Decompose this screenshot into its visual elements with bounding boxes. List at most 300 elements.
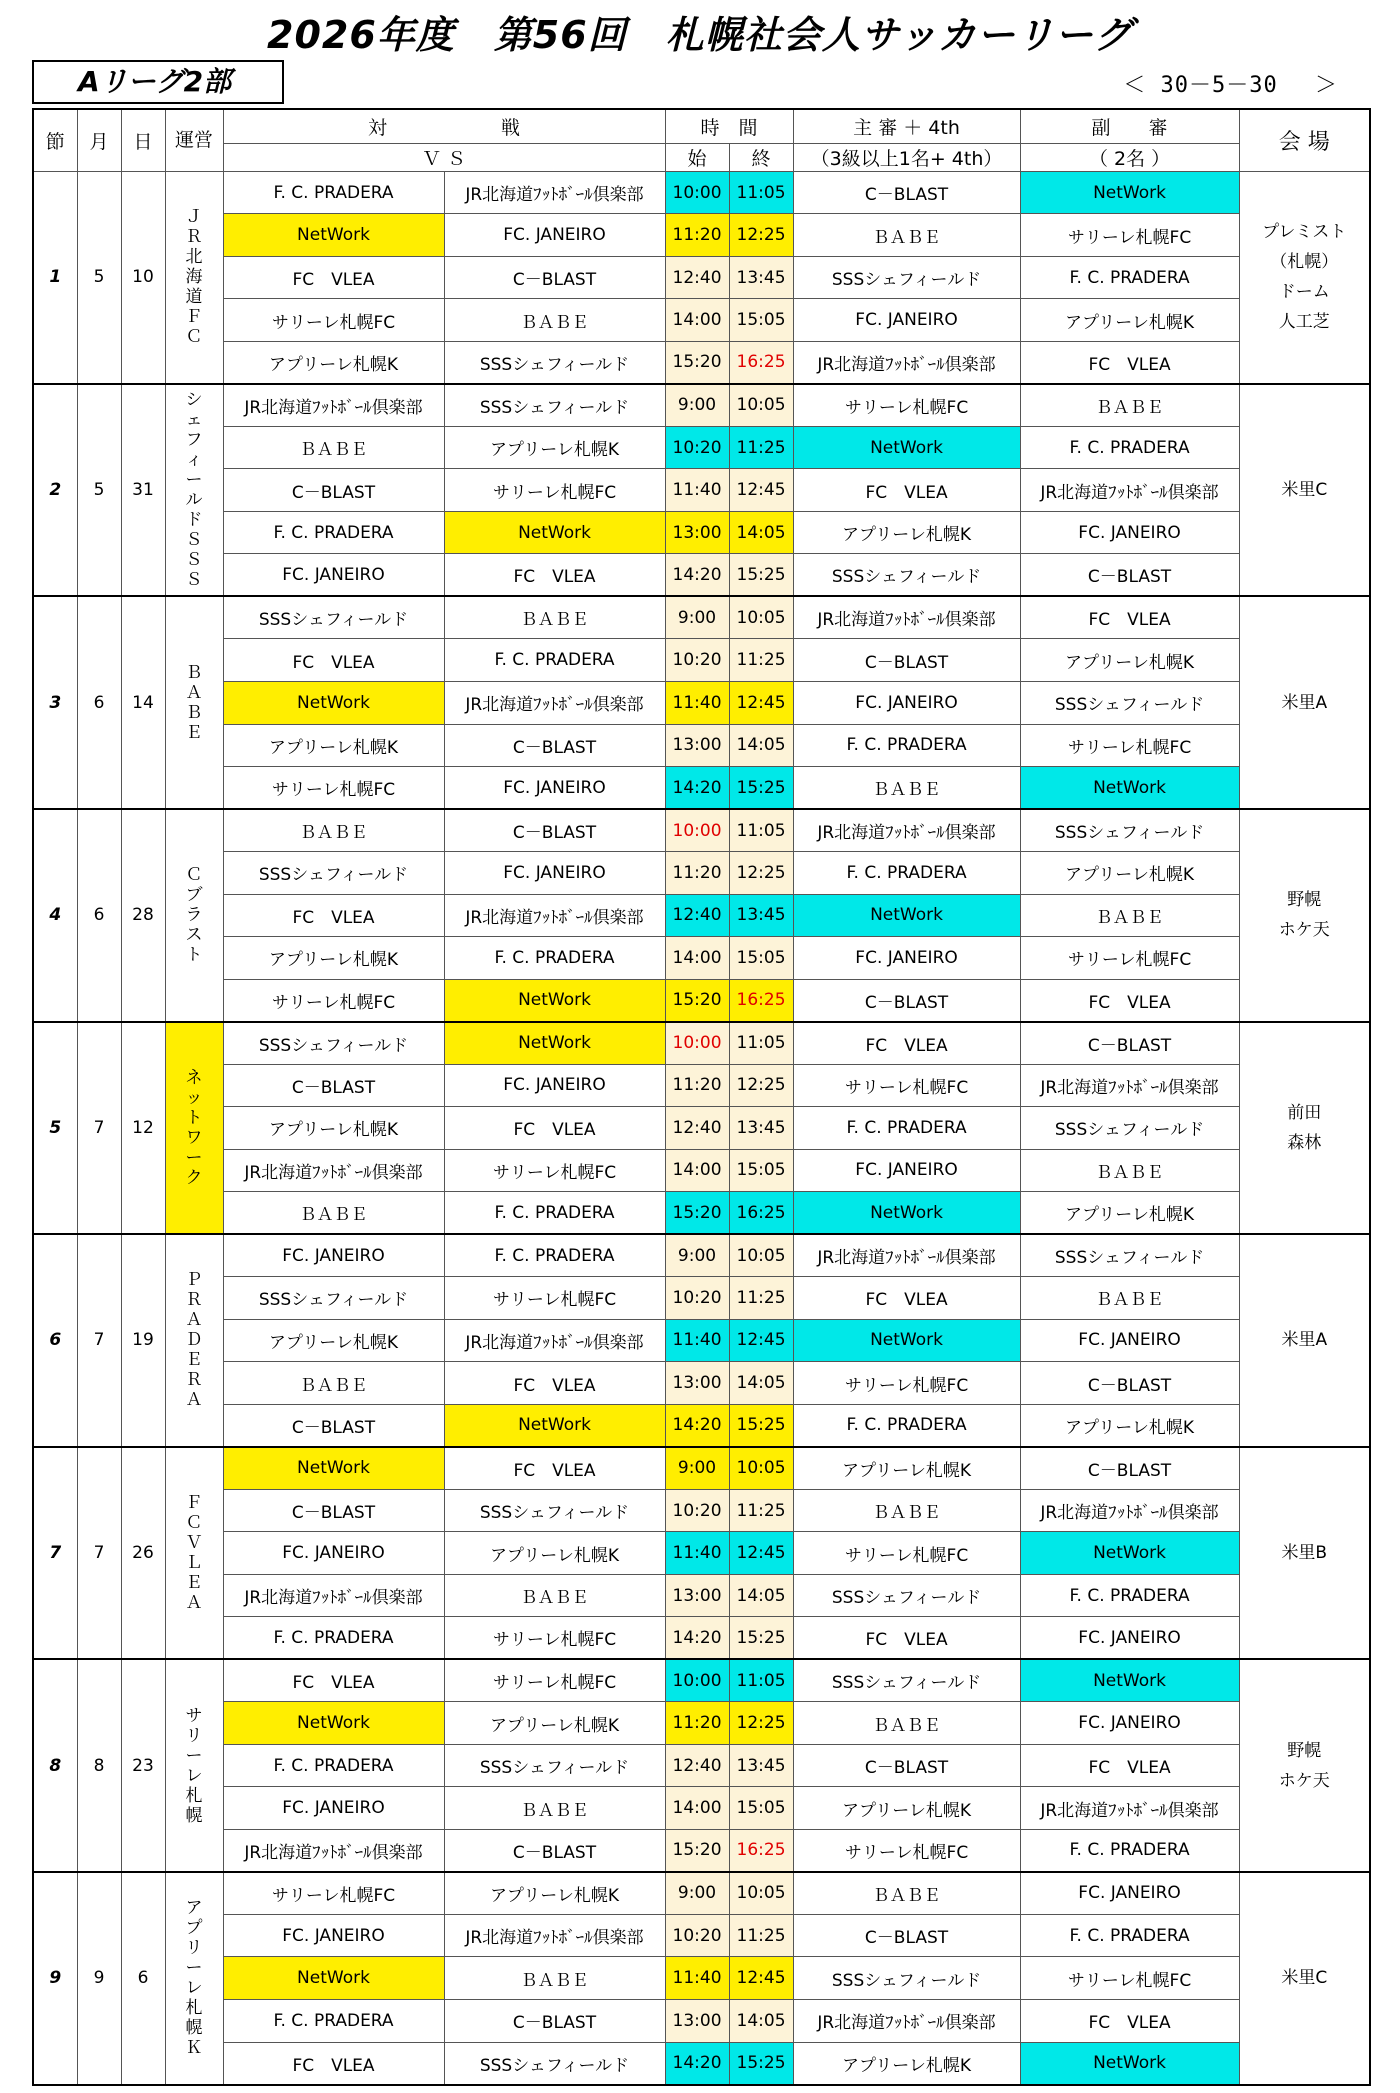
away-team: JR北海道ﾌｯﾄﾎﾞｰﾙ倶楽部 [444,894,665,937]
round-month: 9 [77,1872,121,2085]
end-time: 15:25 [729,1617,793,1660]
assistant-referee: ＢＡＢＥ [1020,894,1239,937]
match-row [33,1787,1370,1830]
home-team: NetWork [223,214,444,257]
match-row [33,171,1370,214]
end-time: 12:25 [729,1702,793,1745]
main-referee: FC. JANEIRO [793,1149,1020,1192]
start-time: 14:20 [665,1617,729,1660]
header-day: 日 [121,109,165,171]
assistant-referee: F. C. PRADERA [1020,1914,1239,1957]
home-team: C－BLAST [223,469,444,512]
assistant-referee: JR北海道ﾌｯﾄﾎﾞｰﾙ倶楽部 [1020,1489,1239,1532]
away-team: NetWork [444,1404,665,1447]
start-time: 14:20 [665,767,729,810]
assistant-referee: NetWork [1020,2042,1239,2085]
home-team: サリーレ札幌FC [223,1872,444,1915]
end-time: 10:05 [729,1447,793,1490]
end-time: 11:05 [729,1659,793,1702]
round-month: 7 [77,1234,121,1447]
end-time: 12:45 [729,682,793,725]
home-team: NetWork [223,1702,444,1745]
main-referee: SSSシェフィールド [793,554,1020,597]
end-time: 10:05 [729,384,793,427]
main-referee: SSSシェフィールド [793,1957,1020,2000]
assistant-referee: FC VLEA [1020,596,1239,639]
end-time: 12:25 [729,214,793,257]
assistant-referee: サリーレ札幌FC [1020,937,1239,980]
round-day: 23 [121,1659,165,1872]
round-number: 5 [33,1022,77,1235]
away-team: JR北海道ﾌｯﾄﾎﾞｰﾙ倶楽部 [444,682,665,725]
round-organizer: Ｃブラスト [165,809,223,1022]
away-team: F. C. PRADERA [444,639,665,682]
round-month: 6 [77,596,121,809]
league-label: Aリーグ2部 [32,60,284,104]
main-referee: NetWork [793,894,1020,937]
round-day: 31 [121,384,165,597]
home-team: サリーレ札幌FC [223,979,444,1022]
match-row [33,1914,1370,1957]
round-number: 6 [33,1234,77,1447]
start-time: 11:40 [665,1532,729,1575]
header-venue: 会 場 [1239,109,1370,171]
home-team: JR北海道ﾌｯﾄﾎﾞｰﾙ倶楽部 [223,1574,444,1617]
assistant-referee: ＢＡＢＥ [1020,384,1239,427]
start-time: 10:00 [665,171,729,214]
round-organizer: サリーレ札幌 [165,1659,223,1872]
assistant-referee: アプリーレ札幌K [1020,1192,1239,1235]
match-row [33,1489,1370,1532]
end-time: 11:05 [729,171,793,214]
match-row [33,894,1370,937]
assistant-referee: FC. JANEIRO [1020,511,1239,554]
start-time: 10:20 [665,1914,729,1957]
start-time: 9:00 [665,1234,729,1277]
main-referee: FC VLEA [793,1022,1020,1065]
match-row [33,1447,1370,1490]
assistant-referee: アプリーレ札幌K [1020,1404,1239,1447]
main-referee: C－BLAST [793,1914,1020,1957]
assistant-referee: アプリーレ札幌K [1020,639,1239,682]
assistant-referee: ＢＡＢＥ [1020,1149,1239,1192]
end-time: 10:05 [729,596,793,639]
end-time: 11:25 [729,1914,793,1957]
main-referee: C－BLAST [793,171,1020,214]
header-jikan: 時 間 [665,109,793,143]
main-referee: FC. JANEIRO [793,682,1020,725]
start-time: 15:20 [665,341,729,384]
assistant-referee: JR北海道ﾌｯﾄﾎﾞｰﾙ倶楽部 [1020,1787,1239,1830]
main-referee: FC. JANEIRO [793,937,1020,980]
assistant-referee: C－BLAST [1020,1447,1239,1490]
match-row [33,426,1370,469]
venue: 米里C [1239,1872,1370,2085]
main-referee: NetWork [793,1192,1020,1235]
start-time: 13:00 [665,1999,729,2042]
assistant-referee: NetWork [1020,1659,1239,1702]
main-referee: F. C. PRADERA [793,724,1020,767]
round-number: 8 [33,1659,77,1872]
header-month: 月 [77,109,121,171]
main-referee: NetWork [793,426,1020,469]
start-time: 14:20 [665,554,729,597]
end-time: 15:25 [729,554,793,597]
round-month: 7 [77,1447,121,1660]
match-row [33,809,1370,852]
start-time: 14:20 [665,1404,729,1447]
round-number: 2 [33,384,77,597]
home-team: FC VLEA [223,894,444,937]
home-team: アプリーレ札幌K [223,1319,444,1362]
assistant-referee: サリーレ札幌FC [1020,214,1239,257]
schedule-table [32,108,1371,2086]
assistant-referee: NetWork [1020,171,1239,214]
end-time: 10:05 [729,1872,793,1915]
home-team: F. C. PRADERA [223,511,444,554]
main-referee: C－BLAST [793,639,1020,682]
home-team: アプリーレ札幌K [223,1107,444,1150]
home-team: アプリーレ札幌K [223,724,444,767]
home-team: SSSシェフィールド [223,1277,444,1320]
main-referee: SSSシェフィールド [793,1574,1020,1617]
end-time: 11:25 [729,1489,793,1532]
start-time: 14:00 [665,937,729,980]
match-row [33,256,1370,299]
end-time: 12:25 [729,852,793,895]
assistant-referee: FC VLEA [1020,341,1239,384]
away-team: アプリーレ札幌K [444,426,665,469]
round-month: 5 [77,171,121,384]
match-row [33,1319,1370,1362]
start-time: 14:00 [665,1787,729,1830]
end-time: 14:05 [729,1574,793,1617]
assistant-referee: アプリーレ札幌K [1020,299,1239,342]
home-team: F. C. PRADERA [223,1999,444,2042]
end-time: 11:25 [729,426,793,469]
round-month: 5 [77,384,121,597]
round-organizer: ＢＡＢＥ [165,596,223,809]
match-row [33,554,1370,597]
main-referee: ＢＡＢＥ [793,1489,1020,1532]
match-row [33,1617,1370,1660]
home-team: FC VLEA [223,1659,444,1702]
assistant-referee: サリーレ札幌FC [1020,1957,1239,2000]
start-time: 10:20 [665,1277,729,1320]
main-referee: アプリーレ札幌K [793,1447,1020,1490]
main-referee: C－BLAST [793,979,1020,1022]
home-team: FC. JANEIRO [223,1234,444,1277]
home-team: FC. JANEIRO [223,1532,444,1575]
main-referee: サリーレ札幌FC [793,1064,1020,1107]
end-time: 15:05 [729,299,793,342]
away-team: ＢＡＢＥ [444,299,665,342]
home-team: JR北海道ﾌｯﾄﾎﾞｰﾙ倶楽部 [223,1149,444,1192]
home-team: F. C. PRADERA [223,1617,444,1660]
match-row [33,1829,1370,1872]
main-referee: F. C. PRADERA [793,1107,1020,1150]
home-team: NetWork [223,1447,444,1490]
end-time: 11:25 [729,1277,793,1320]
start-time: 12:40 [665,256,729,299]
match-row [33,639,1370,682]
start-time: 9:00 [665,1447,729,1490]
home-team: サリーレ札幌FC [223,767,444,810]
match-row [33,299,1370,342]
assistant-referee: サリーレ札幌FC [1020,724,1239,767]
home-team: C－BLAST [223,1489,444,1532]
match-row [33,724,1370,767]
start-time: 13:00 [665,511,729,554]
end-time: 16:25 [729,341,793,384]
away-team: F. C. PRADERA [444,937,665,980]
away-team: F. C. PRADERA [444,1234,665,1277]
main-referee: ＢＡＢＥ [793,1702,1020,1745]
start-time: 12:40 [665,1107,729,1150]
home-team: SSSシェフィールド [223,596,444,639]
header-setsu: 節 [33,109,77,171]
round-number: 4 [33,809,77,1022]
home-team: ＢＡＢＥ [223,809,444,852]
assistant-referee: JR北海道ﾌｯﾄﾎﾞｰﾙ倶楽部 [1020,469,1239,512]
end-time: 16:25 [729,979,793,1022]
end-time: 16:25 [729,1192,793,1235]
round-month: 6 [77,809,121,1022]
start-time: 14:20 [665,2042,729,2085]
away-team: ＢＡＢＥ [444,1957,665,2000]
assistant-referee: F. C. PRADERA [1020,426,1239,469]
main-referee: F. C. PRADERA [793,1404,1020,1447]
start-time: 15:20 [665,979,729,1022]
start-time: 11:20 [665,1064,729,1107]
match-row [33,767,1370,810]
venue: 米里B [1239,1447,1370,1660]
end-time: 13:45 [729,256,793,299]
round-organizer: ＦＣ ＶＬＥＡ [165,1447,223,1660]
match-row [33,1872,1370,1915]
home-team: ＢＡＢＥ [223,1362,444,1405]
away-team: FC VLEA [444,554,665,597]
assistant-referee: SSSシェフィールド [1020,809,1239,852]
assistant-referee: FC. JANEIRO [1020,1702,1239,1745]
round-number: 7 [33,1447,77,1660]
away-team: ＢＡＢＥ [444,1574,665,1617]
match-row [33,937,1370,980]
main-referee: JR北海道ﾌｯﾄﾎﾞｰﾙ倶楽部 [793,596,1020,639]
home-team: C－BLAST [223,1404,444,1447]
away-team: アプリーレ札幌K [444,1702,665,1745]
start-time: 11:40 [665,1319,729,1362]
home-team: JR北海道ﾌｯﾄﾎﾞｰﾙ倶楽部 [223,384,444,427]
home-team: NetWork [223,1957,444,2000]
home-team: FC. JANEIRO [223,1787,444,1830]
home-team: ＢＡＢＥ [223,426,444,469]
away-team: ＢＡＢＥ [444,1787,665,1830]
assistant-referee: FC VLEA [1020,1744,1239,1787]
away-team: FC. JANEIRO [444,767,665,810]
start-time: 11:40 [665,682,729,725]
match-row [33,511,1370,554]
venue: 野幌 ホケ天 [1239,1659,1370,1872]
match-row [33,1277,1370,1320]
away-team: アプリーレ札幌K [444,1872,665,1915]
home-team: ＢＡＢＥ [223,1192,444,1235]
round-day: 10 [121,171,165,384]
match-row [33,1659,1370,1702]
end-time: 15:25 [729,2042,793,2085]
assistant-referee: FC. JANEIRO [1020,1319,1239,1362]
end-time: 13:45 [729,1107,793,1150]
end-time: 16:25 [729,1829,793,1872]
match-row [33,1022,1370,1065]
match-row [33,384,1370,427]
start-time: 10:00 [665,809,729,852]
assistant-referee: アプリーレ札幌K [1020,852,1239,895]
header-shushin: 主 審 ＋ 4th [793,109,1020,143]
assistant-referee: ＢＡＢＥ [1020,1277,1239,1320]
main-referee: アプリーレ札幌K [793,1787,1020,1830]
round-day: 12 [121,1022,165,1235]
schedule-code: ＜ 30－5－30 ＞ [1123,73,1338,98]
end-time: 13:45 [729,1744,793,1787]
start-time: 12:40 [665,894,729,937]
assistant-referee: F. C. PRADERA [1020,1829,1239,1872]
away-team: SSSシェフィールド [444,1744,665,1787]
match-row [33,852,1370,895]
start-time: 12:40 [665,1744,729,1787]
match-row [33,979,1370,1022]
main-referee: JR北海道ﾌｯﾄﾎﾞｰﾙ倶楽部 [793,1999,1020,2042]
home-team: JR北海道ﾌｯﾄﾎﾞｰﾙ倶楽部 [223,1829,444,1872]
match-row [33,1744,1370,1787]
away-team: ＢＡＢＥ [444,596,665,639]
end-time: 11:05 [729,809,793,852]
venue: プレミスト （札幌） ドーム 人工芝 [1239,171,1370,384]
away-team: JR北海道ﾌｯﾄﾎﾞｰﾙ倶楽部 [444,1319,665,1362]
assistant-referee: FC VLEA [1020,1999,1239,2042]
away-team: サリーレ札幌FC [444,1617,665,1660]
round-number: 3 [33,596,77,809]
round-number: 9 [33,1872,77,2085]
away-team: サリーレ札幌FC [444,1277,665,1320]
round-number: 1 [33,171,77,384]
round-day: 14 [121,596,165,809]
round-day: 28 [121,809,165,1022]
round-month: 8 [77,1659,121,1872]
round-organizer: ネットワーク [165,1022,223,1235]
away-team: F. C. PRADERA [444,1192,665,1235]
match-row [33,1149,1370,1192]
main-referee: サリーレ札幌FC [793,1829,1020,1872]
end-time: 15:05 [729,1787,793,1830]
main-referee: NetWork [793,1319,1020,1362]
main-referee: JR北海道ﾌｯﾄﾎﾞｰﾙ倶楽部 [793,1234,1020,1277]
away-team: FC. JANEIRO [444,1064,665,1107]
venue: 米里A [1239,596,1370,809]
start-time: 10:20 [665,639,729,682]
end-time: 12:45 [729,1532,793,1575]
home-team: FC VLEA [223,2042,444,2085]
match-row [33,1957,1370,2000]
main-referee: ＢＡＢＥ [793,1872,1020,1915]
away-team: サリーレ札幌FC [444,1149,665,1192]
away-team: SSSシェフィールド [444,384,665,427]
main-referee: SSSシェフィールド [793,1659,1020,1702]
away-team: C－BLAST [444,1829,665,1872]
end-time: 15:25 [729,767,793,810]
assistant-referee: FC. JANEIRO [1020,1872,1239,1915]
match-row [33,1107,1370,1150]
match-row [33,214,1370,257]
end-time: 14:05 [729,511,793,554]
header-fukushin: 副 審 [1020,109,1239,143]
away-team: FC. JANEIRO [444,852,665,895]
away-team: FC VLEA [444,1362,665,1405]
end-time: 15:05 [729,1149,793,1192]
home-team: サリーレ札幌FC [223,299,444,342]
main-referee: アプリーレ札幌K [793,511,1020,554]
match-row [33,1702,1370,1745]
end-time: 14:05 [729,724,793,767]
assistant-referee: JR北海道ﾌｯﾄﾎﾞｰﾙ倶楽部 [1020,1064,1239,1107]
main-referee: FC VLEA [793,1617,1020,1660]
start-time: 11:20 [665,1702,729,1745]
home-team: SSSシェフィールド [223,852,444,895]
end-time: 12:45 [729,1319,793,1362]
venue: 米里C [1239,384,1370,597]
header-unei: 運営 [165,109,223,171]
home-team: FC. JANEIRO [223,1914,444,1957]
assistant-referee: FC. JANEIRO [1020,1617,1239,1660]
match-row [33,1192,1370,1235]
home-team: NetWork [223,682,444,725]
assistant-referee: SSSシェフィールド [1020,1234,1239,1277]
start-time: 9:00 [665,384,729,427]
end-time: 14:05 [729,1999,793,2042]
away-team: サリーレ札幌FC [444,1659,665,1702]
away-team: C－BLAST [444,724,665,767]
main-referee: JR北海道ﾌｯﾄﾎﾞｰﾙ倶楽部 [793,341,1020,384]
home-team: アプリーレ札幌K [223,341,444,384]
match-row [33,2042,1370,2085]
header-fukushin-sub: （ 2名 ） [1020,143,1239,171]
match-row [33,1532,1370,1575]
end-time: 15:25 [729,1404,793,1447]
start-time: 11:20 [665,852,729,895]
away-team: NetWork [444,511,665,554]
start-time: 11:20 [665,214,729,257]
end-time: 13:45 [729,894,793,937]
away-team: C－BLAST [444,1999,665,2042]
start-time: 13:00 [665,1362,729,1405]
assistant-referee: SSSシェフィールド [1020,682,1239,725]
home-team: F. C. PRADERA [223,171,444,214]
away-team: FC VLEA [444,1107,665,1150]
start-time: 9:00 [665,1872,729,1915]
away-team: FC VLEA [444,1447,665,1490]
away-team: C－BLAST [444,809,665,852]
header-end: 終 [729,143,793,171]
start-time: 13:00 [665,1574,729,1617]
end-time: 12:45 [729,469,793,512]
main-referee: ＢＡＢＥ [793,214,1020,257]
start-time: 10:20 [665,1489,729,1532]
match-row [33,1999,1370,2042]
match-row [33,469,1370,512]
start-time: 15:20 [665,1829,729,1872]
header-shushin-sub: （3級以上1名+ 4th） [793,143,1020,171]
start-time: 9:00 [665,596,729,639]
